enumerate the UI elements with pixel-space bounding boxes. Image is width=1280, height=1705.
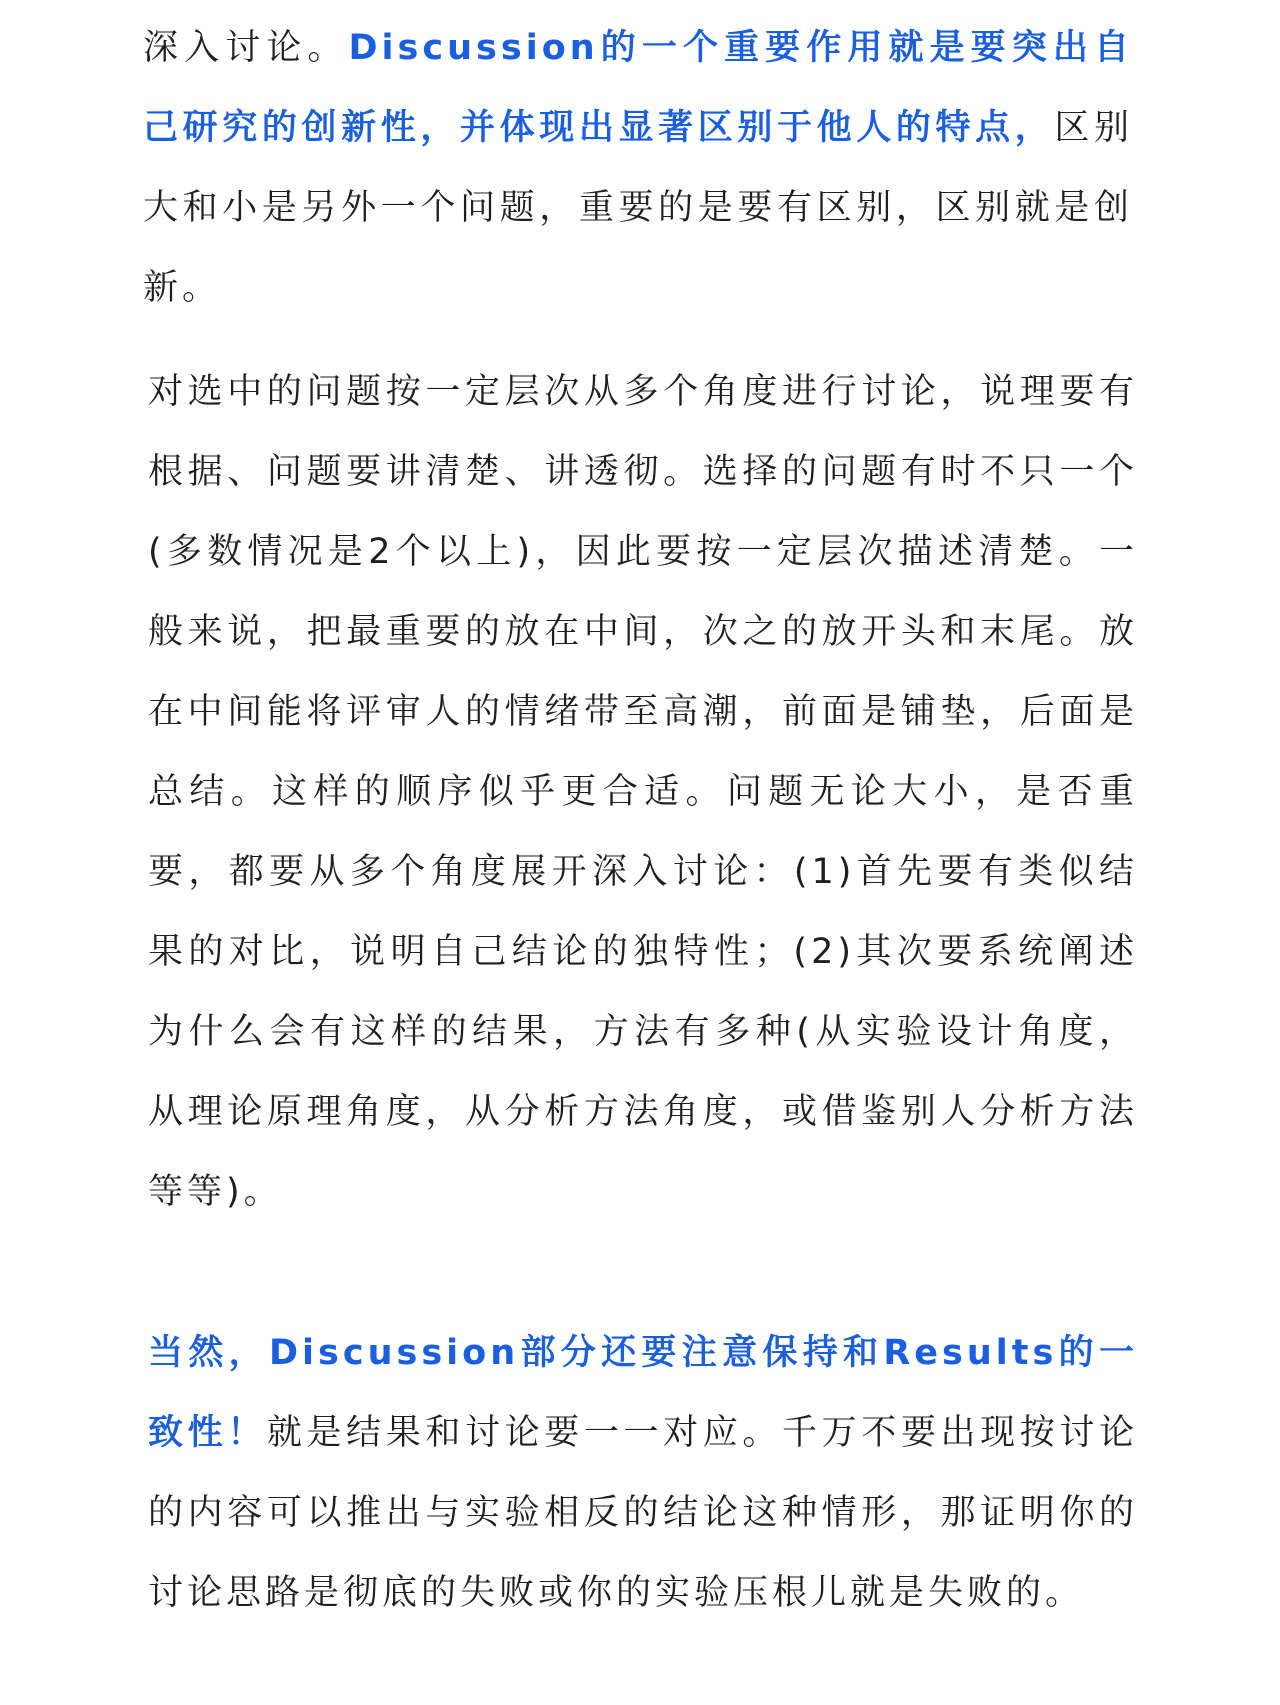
highlighted-text: 当然，Discussion部分还要注意保持和Results的一致性！ [148, 1333, 1138, 1453]
text-segment: 就是结果和讨论要一一对应。千万不要出现按讨论的内容可以推出与实验相反的结论这种情形，那证明你的讨论思路是彻底的失败或你的实验压根儿就是失败的。 [148, 1413, 1138, 1613]
paragraph-innovation [143, 8, 1133, 328]
text-segment: 区别大和小是另外一个问题，重要的是要有区别，区别就是创新。 [143, 108, 1133, 308]
text-segment: 对选中的问题按一定层次从多个角度进行讨论，说理要有根据、问题要讲清楚、讲透彻。选择的问题有时不只一个(多数情况是2个以上)，因此要按一定层次描述清楚。一般来说，把最重要的放在中间，次之的放开头和末尾。放在中间能将评审人的情绪带至高潮，前面是铺垫，后面是总结。这样的顺序似乎更合适。问题无论大小，是否重要，都要从多个角度展开深入讨论：(1)首先要有类似结果的对比，说明自己结论的独特性；(2)其次要系统阐述为什么会有这样的结果，方法有多种(从实验设计角度，从理论原理角度，从分析方法角度，或借鉴别人分析方法等等)。 [148, 372, 1138, 1212]
highlighted-text: Discussion的一个重要作用就是要突出自己研究的创新性，并体现出显著区别于他人的特点， [143, 28, 1133, 148]
paragraph-results-consistency [148, 1313, 1138, 1633]
paragraph-discussion-structure [148, 352, 1138, 1232]
text-segment: 深入讨论。 [143, 28, 349, 68]
